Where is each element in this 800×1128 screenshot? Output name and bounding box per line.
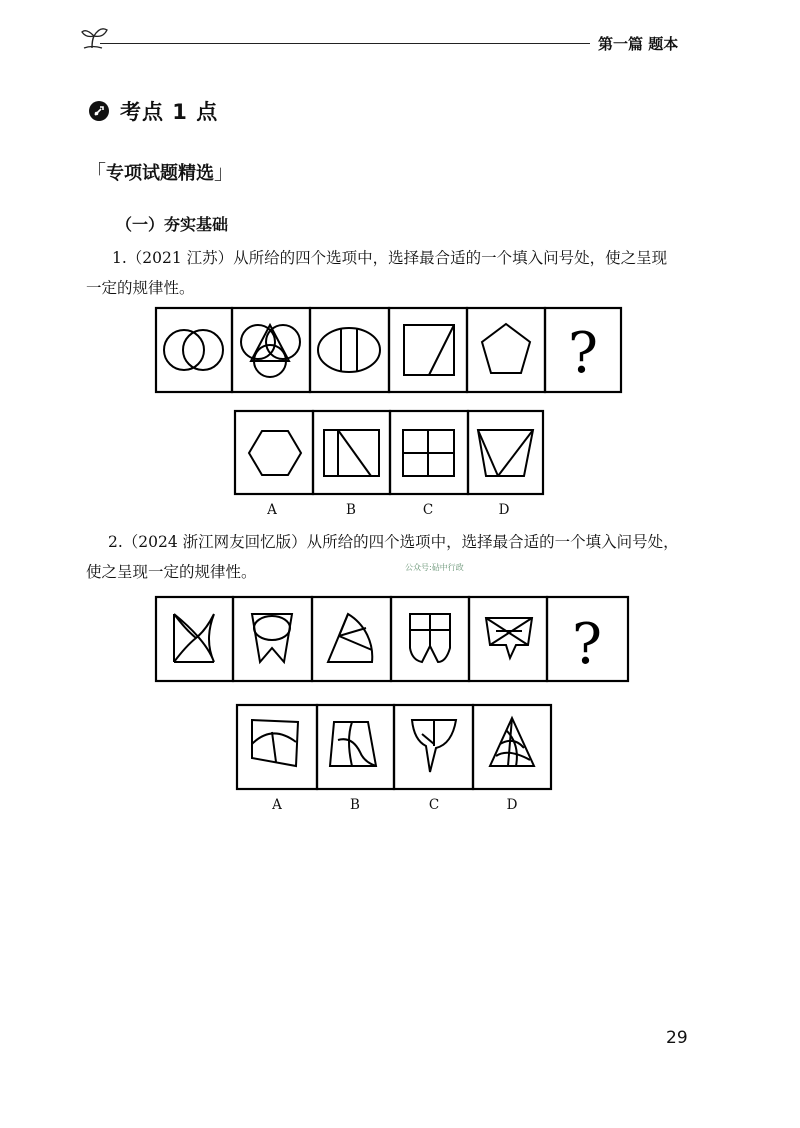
q1-option-b-label: B <box>346 502 356 518</box>
q2-option-b-label: B <box>350 797 360 813</box>
q1-figure-circles-triangle <box>241 325 300 377</box>
level-title: （一）夯实基础 <box>116 215 229 234</box>
subsection-title: 专项试题精选 <box>106 163 214 184</box>
close-bracket: 」 <box>214 160 234 184</box>
q1-option-d-cell <box>468 411 543 494</box>
q1-options-row <box>235 411 543 494</box>
q2-option-a-cell <box>237 705 317 789</box>
handwritten-note: 公众号:砧中行政 <box>405 563 464 572</box>
q2-option-d-cell <box>473 705 551 789</box>
q1-figure-pentagon <box>482 324 530 373</box>
q1-figure-ellipse-chords <box>318 328 380 372</box>
q2-question-mark: ? <box>571 612 603 677</box>
q2-figure-1 <box>174 614 214 662</box>
q1-stem-cell-5 <box>467 308 545 392</box>
q2-figure-2 <box>252 614 292 662</box>
q2-stem-row <box>156 597 628 681</box>
question-1-text-line2: 一定的规律性。 <box>86 279 195 297</box>
question-2-text-line2: 使之呈现一定的规律性。 <box>86 563 257 581</box>
q1-stem-row <box>156 308 621 392</box>
section-title: 考点 1 点 <box>120 100 219 124</box>
q1-option-b-cell <box>313 411 390 494</box>
q2-options-row <box>237 705 551 789</box>
q1-stem-cell-6 <box>545 308 621 392</box>
q2-stem-cell-6 <box>547 597 628 681</box>
q1-option-d-label: D <box>498 502 510 518</box>
q2-stem-cell-2 <box>233 597 312 681</box>
q2-option-c-label: C <box>428 797 440 813</box>
q1-option-a-hexagon <box>249 431 301 475</box>
header-rule <box>100 43 590 44</box>
subsection-heading <box>86 156 234 185</box>
q2-option-b-cell <box>317 705 394 789</box>
q1-option-d-figure <box>478 430 533 476</box>
q2-option-a-figure <box>252 720 298 766</box>
q1-question-mark: ? <box>567 321 599 386</box>
q2-stem-cell-4 <box>391 597 469 681</box>
q1-option-a-label: A <box>267 502 277 518</box>
q2-figure-5 <box>486 618 532 658</box>
q1-option-a-cell <box>235 411 313 494</box>
q2-option-c-figure <box>412 720 456 772</box>
q2-stem-cell-1 <box>156 597 233 681</box>
page-number: 29 <box>666 1028 688 1048</box>
q1-option-c-label: C <box>422 502 434 518</box>
sprout-icon <box>80 24 110 50</box>
q2-option-a-label: A <box>272 797 282 813</box>
question-1-text-line1: 1.（2021 江苏）从所给的四个选项中，选择最合适的一个填入问号处，使之呈现 <box>112 249 668 267</box>
q2-stem-cell-3 <box>312 597 391 681</box>
q2-option-d-figure <box>490 718 534 766</box>
q1-option-c-cell <box>390 411 468 494</box>
open-bracket: 「 <box>86 160 106 184</box>
q1-option-b-figure <box>324 430 379 476</box>
q1-option-c-grid <box>403 430 454 476</box>
q1-stem-cell-3 <box>310 308 389 392</box>
q1-figure-square-diagonal <box>404 325 454 375</box>
compass-icon <box>88 100 110 122</box>
header-title: 第一篇 题本 <box>598 35 679 53</box>
q1-figure-two-circles <box>164 330 223 370</box>
q2-figure-3 <box>328 614 372 662</box>
q2-figure-4 <box>410 614 450 662</box>
question-2-text-line1: 2.（2024 浙江网友回忆版）从所给的四个选项中，选择最合适的一个填入问号处， <box>108 533 679 551</box>
q2-stem-cell-5 <box>469 597 547 681</box>
q1-stem-cell-2 <box>232 308 310 392</box>
q2-option-b-figure <box>330 722 376 766</box>
q1-stem-cell-1 <box>156 308 232 392</box>
q1-stem-cell-4 <box>389 308 467 392</box>
q2-option-c-cell <box>394 705 473 789</box>
q2-option-d-label: D <box>506 797 518 813</box>
